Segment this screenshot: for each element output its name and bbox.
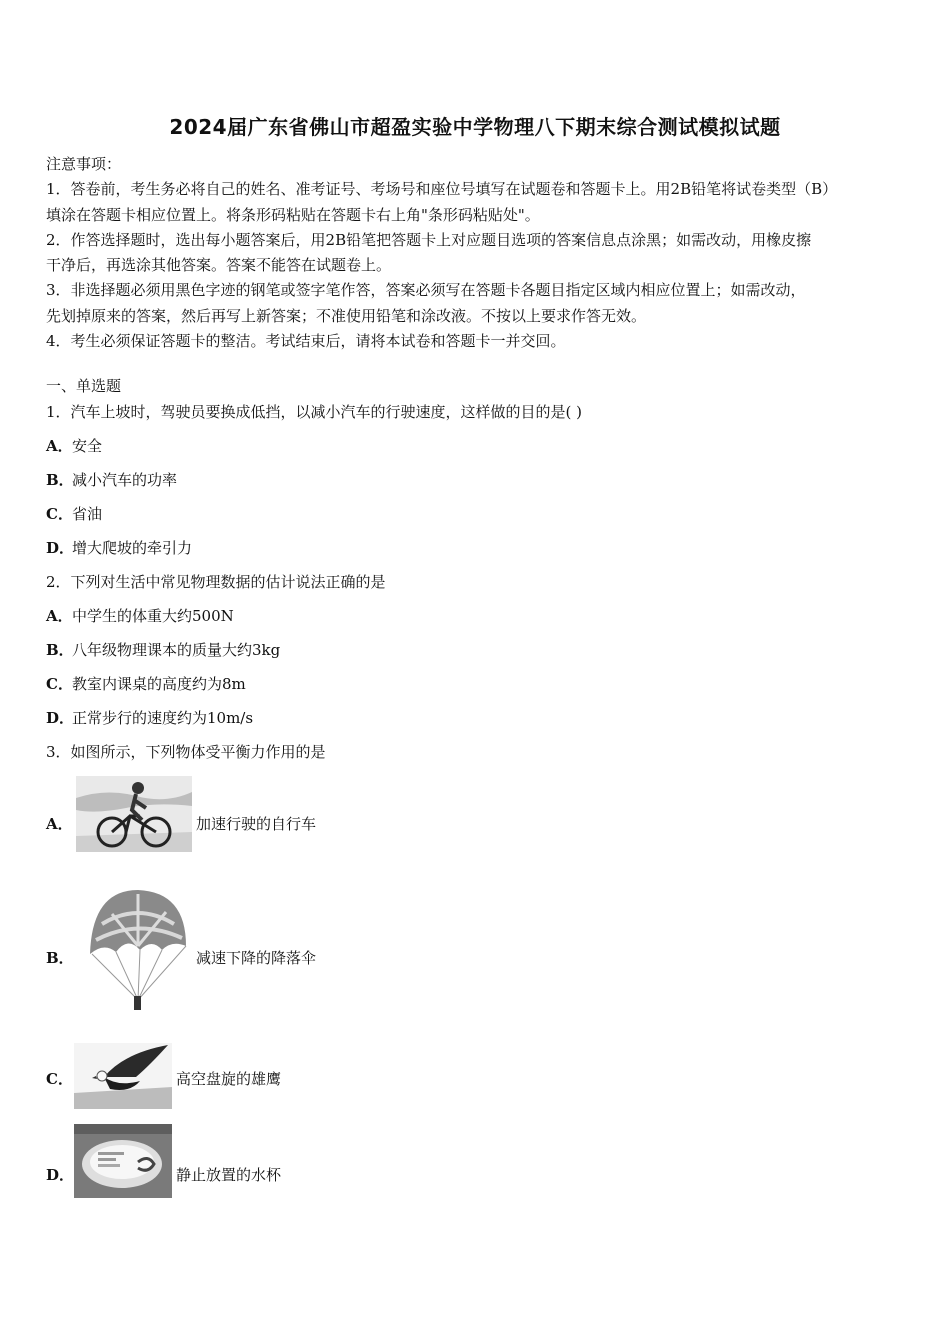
- parachute-icon: [82, 884, 192, 1020]
- option-caption: 高空盘旋的雄鹰: [176, 1070, 282, 1088]
- option-label: B．: [46, 471, 74, 489]
- option-caption: 静止放置的水杯: [176, 1166, 282, 1184]
- question-2-option-c: [46, 673, 246, 694]
- option-label: A．: [46, 607, 73, 625]
- cup-icon: [74, 1124, 172, 1198]
- question-1-stem: 1．汽车上坡时，驾驶员要换成低挡，以减小汽车的行驶速度，这样做的目的是( ): [46, 403, 583, 421]
- option-label: D．: [46, 539, 75, 557]
- notes-line: 干净后，再选涂其他答案。答案不能答在试题卷上。: [46, 256, 392, 275]
- eagle-icon: [74, 1043, 172, 1109]
- notes-block: [46, 152, 914, 354]
- option-label: C．: [46, 675, 73, 693]
- option-text: 省油: [72, 505, 103, 523]
- option-text: 八年级物理课本的质量大约3kg: [72, 641, 281, 659]
- option-label: A．: [46, 437, 73, 455]
- question-1-option-b: [46, 469, 177, 490]
- notes-line: 3．非选择题必须用黑色字迹的钢笔或签字笔作答，答案必须写在答题卡各题目指定区域内相应位置上；如需改动，: [46, 281, 806, 300]
- notes-line: 先划掉原来的答案，然后再写上新答案；不准使用铅笔和涂改液。不按以上要求作答无效。: [46, 306, 647, 325]
- notes-line: 2．作答选择题时，选出每小题答案后，用2B铅笔把答题卡上对应题目选项的答案信息点涂黑；如需改动，用橡皮擦: [46, 230, 812, 249]
- question-2-stem: 2．下列对生活中常见物理数据的估计说法正确的是: [46, 573, 386, 591]
- option-label: D．: [46, 1166, 75, 1184]
- question-2-option-a: [46, 605, 234, 626]
- option-caption: 加速行驶的自行车: [196, 815, 317, 833]
- option-text: 教室内课桌的高度约为8m: [72, 675, 246, 693]
- section-heading: 一、单选题: [46, 377, 122, 395]
- option-text: 安全: [72, 437, 103, 455]
- option-text: 中学生的体重大约500N: [72, 607, 234, 625]
- question-1-option-c: [46, 503, 102, 524]
- option-label: B．: [46, 641, 74, 659]
- notes-line: 填涂在答题卡相应位置上。将条形码粘贴在答题卡右上角"条形码粘贴处"。: [46, 205, 540, 224]
- question-2-option-d: [46, 707, 253, 728]
- notes-line: 1．答卷前，考生务必将自己的姓名、准考证号、考场号和座位号填写在试题卷和答题卡上。用2B铅笔将试卷类型（B）: [46, 180, 838, 199]
- option-label: D．: [46, 709, 75, 727]
- option-caption: 减速下降的降落伞: [196, 949, 317, 967]
- option-label: B．: [46, 949, 74, 967]
- notes-line: 4．考生必须保证答题卡的整洁。考试结束后，请将本试卷和答题卡一并交回。: [46, 332, 566, 351]
- option-label: C．: [46, 1070, 73, 1088]
- question-3-stem: 3．如图所示，下列物体受平衡力作用的是: [46, 743, 326, 761]
- question-1-option-a: [46, 435, 102, 456]
- option-text: 增大爬坡的牵引力: [72, 539, 193, 557]
- page-title: 2024届广东省佛山市超盈实验中学物理八下期末综合测试模拟试题: [169, 115, 781, 139]
- option-label: C．: [46, 505, 73, 523]
- option-label: A．: [46, 815, 73, 833]
- question-1-option-d: [46, 537, 192, 558]
- option-text: 减小汽车的功率: [72, 471, 178, 489]
- question-2-option-b: [46, 639, 280, 660]
- option-text: 正常步行的速度约为10m/s: [72, 709, 254, 727]
- bicycle-icon: [76, 776, 192, 852]
- notes-heading: 注意事项：: [46, 155, 122, 173]
